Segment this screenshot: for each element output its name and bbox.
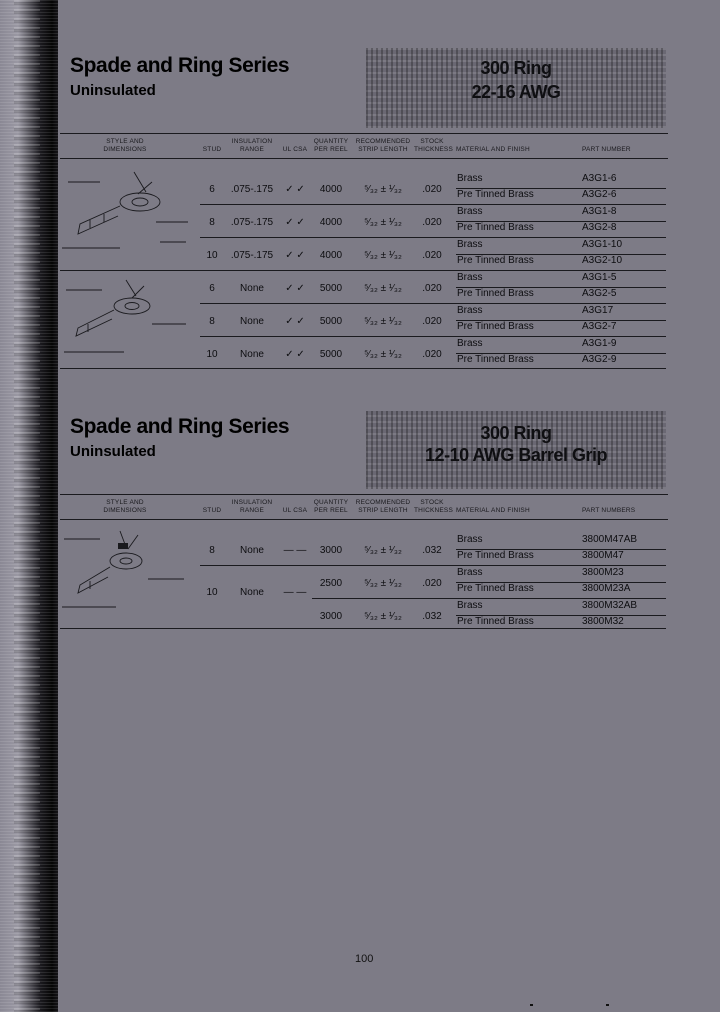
scan-mark — [530, 1004, 533, 1006]
material-cell: Brass — [457, 305, 483, 316]
ul-csa-cell: ✓ ✓ — [285, 316, 305, 327]
section-subtitle: Uninsulated — [70, 443, 156, 460]
strip-cell: ⁵⁄₃₂ ± ¹⁄₃₂ — [364, 283, 402, 294]
stud-cell: 8 — [209, 545, 215, 556]
material-cell: Brass — [457, 567, 483, 578]
material-cell: Pre Tinned Brass — [457, 550, 534, 561]
quantity-cell: 3000 — [319, 611, 343, 622]
strip-cell: ⁵⁄₃₂ ± ¹⁄₃₂ — [364, 250, 402, 261]
stock-cell: .020 — [422, 217, 442, 228]
part-number-cell: A3G2-7 — [582, 321, 617, 332]
scan-noise — [14, 0, 40, 1012]
header-strip: RECOMMENDED STRIP LENGTH — [355, 138, 411, 153]
section-subtitle: Uninsulated — [70, 82, 156, 99]
part-number-cell: A3G1-10 — [582, 239, 623, 250]
strip-cell: ⁵⁄₃₂ ± ¹⁄₃₂ — [364, 611, 402, 622]
stud-cell: 10 — [206, 587, 218, 598]
strip-cell: ⁵⁄₃₂ ± ¹⁄₃₂ — [364, 349, 402, 360]
ul-csa-cell: ✓ ✓ — [285, 250, 305, 261]
part-number-cell: 3800M32AB — [582, 600, 638, 611]
insulation-cell: .075-.175 — [230, 184, 274, 195]
part-number-cell: A3G2-8 — [582, 222, 617, 233]
part-number-cell: 3800M23A — [582, 583, 631, 594]
part-number-cell: A3G1-5 — [582, 272, 617, 283]
header-material: MATERIAL AND FINISH — [456, 507, 530, 514]
material-cell: Pre Tinned Brass — [457, 583, 534, 594]
material-cell: Brass — [457, 173, 483, 184]
quantity-cell: 5000 — [319, 316, 343, 327]
banner-line-2: 22-16 AWG — [471, 82, 561, 102]
ul-csa-cell: ✓ ✓ — [285, 184, 305, 195]
part-number-cell: A3G17 — [582, 305, 614, 316]
ring-terminal-illustration-insulated — [60, 162, 192, 262]
quantity-cell: 3000 — [319, 545, 343, 556]
ul-csa-cell: ✓ ✓ — [285, 349, 305, 360]
header-part: PART NUMBER — [582, 146, 631, 153]
material-cell: Pre Tinned Brass — [457, 321, 534, 332]
section-title: Spade and Ring Series — [70, 54, 290, 77]
material-cell: Pre Tinned Brass — [457, 288, 534, 299]
strip-cell: ⁵⁄₃₂ ± ¹⁄₃₂ — [364, 545, 402, 556]
part-number-cell: A3G2-9 — [582, 354, 617, 365]
header-material: MATERIAL AND FINISH — [456, 146, 530, 153]
stud-cell: 6 — [209, 283, 215, 294]
header-insulation: INSULATION RANGE — [231, 499, 273, 514]
material-cell: Brass — [457, 239, 483, 250]
header-insulation: INSULATION RANGE — [231, 138, 273, 153]
ul-csa-cell: ✓ ✓ — [285, 283, 305, 294]
header-strip: RECOMMENDED STRIP LENGTH — [355, 499, 411, 514]
series-banner — [366, 48, 666, 128]
header-stud: STUD — [202, 507, 222, 514]
part-number-cell: A3G2-5 — [582, 288, 617, 299]
part-number-cell: A3G1-6 — [582, 173, 617, 184]
series-banner — [366, 411, 666, 489]
stud-cell: 8 — [209, 217, 215, 228]
quantity-cell: 5000 — [319, 349, 343, 360]
part-number-cell: A3G1-8 — [582, 206, 617, 217]
header-stock: STOCK THICKNESS — [414, 499, 454, 514]
header-ul-csa: UL CSA — [282, 146, 308, 153]
strip-cell: ⁵⁄₃₂ ± ¹⁄₃₂ — [364, 217, 402, 228]
header-style: STYLE AND DIMENSIONS — [103, 138, 147, 153]
stock-cell: .020 — [422, 578, 442, 589]
material-cell: Pre Tinned Brass — [457, 354, 534, 365]
ul-csa-cell: — — — [283, 545, 307, 556]
stud-cell: 10 — [206, 250, 218, 261]
strip-cell: ⁵⁄₃₂ ± ¹⁄₃₂ — [364, 184, 402, 195]
material-cell: Brass — [457, 600, 483, 611]
insulation-cell: .075-.175 — [230, 217, 274, 228]
header-stock: STOCK THICKNESS — [414, 138, 454, 153]
part-number-cell: 3800M32 — [582, 616, 624, 627]
quantity-cell: 2500 — [319, 578, 343, 589]
material-cell: Pre Tinned Brass — [457, 222, 534, 233]
banner-line-1: 300 Ring — [480, 423, 552, 443]
material-cell: Brass — [457, 206, 483, 217]
strip-cell: ⁵⁄₃₂ ± ¹⁄₃₂ — [364, 316, 402, 327]
stock-cell: .032 — [422, 545, 442, 556]
header-ul-csa: UL CSA — [282, 507, 308, 514]
stock-cell: .032 — [422, 611, 442, 622]
material-cell: Pre Tinned Brass — [457, 616, 534, 627]
stock-cell: .020 — [422, 316, 442, 327]
header-stud: STUD — [202, 146, 222, 153]
banner-line-2: 12-10 AWG Barrel Grip — [425, 445, 607, 465]
part-number-cell: 3800M23 — [582, 567, 624, 578]
material-cell: Brass — [457, 534, 483, 545]
quantity-cell: 4000 — [319, 184, 343, 195]
ring-terminal-illustration-bare — [60, 272, 192, 367]
header-style: STYLE AND DIMENSIONS — [103, 499, 147, 514]
scan-mark — [606, 1004, 609, 1006]
insulation-cell: None — [240, 316, 264, 327]
stock-cell: .020 — [422, 349, 442, 360]
quantity-cell: 4000 — [319, 250, 343, 261]
insulation-cell: None — [240, 349, 264, 360]
stud-cell: 6 — [209, 184, 215, 195]
banner-line-1: 300 Ring — [480, 58, 552, 78]
insulation-cell: None — [240, 545, 264, 556]
header-part: PART NUMBERS — [582, 507, 636, 514]
part-number-cell: 3800M47 — [582, 550, 624, 561]
quantity-cell: 5000 — [319, 283, 343, 294]
stud-cell: 10 — [206, 349, 218, 360]
material-cell: Brass — [457, 272, 483, 283]
insulation-cell: .075-.175 — [230, 250, 274, 261]
quantity-cell: 4000 — [319, 217, 343, 228]
material-cell: Pre Tinned Brass — [457, 255, 534, 266]
page-number: 100 — [355, 953, 374, 965]
section-22-16-awg — [60, 54, 670, 374]
part-number-cell: A3G1-9 — [582, 338, 617, 349]
stock-cell: .020 — [422, 184, 442, 195]
ring-terminal-illustration-barrel-grip — [60, 523, 192, 623]
section-12-10-awg — [60, 415, 670, 635]
material-cell: Brass — [457, 338, 483, 349]
stock-cell: .020 — [422, 250, 442, 261]
part-number-cell: A3G2-6 — [582, 189, 617, 200]
material-cell: Pre Tinned Brass — [457, 189, 534, 200]
section-title: Spade and Ring Series — [70, 415, 290, 438]
header-quantity: QUANTITY PER REEL — [313, 138, 349, 153]
insulation-cell: None — [240, 283, 264, 294]
part-number-cell: A3G2-10 — [582, 255, 623, 266]
part-number-cell: 3800M47AB — [582, 534, 638, 545]
insulation-cell: None — [240, 587, 264, 598]
ul-csa-cell: — — — [283, 587, 307, 598]
header-quantity: QUANTITY PER REEL — [313, 499, 349, 514]
stud-cell: 8 — [209, 316, 215, 327]
strip-cell: ⁵⁄₃₂ ± ¹⁄₃₂ — [364, 578, 402, 589]
stock-cell: .020 — [422, 283, 442, 294]
ul-csa-cell: ✓ ✓ — [285, 217, 305, 228]
